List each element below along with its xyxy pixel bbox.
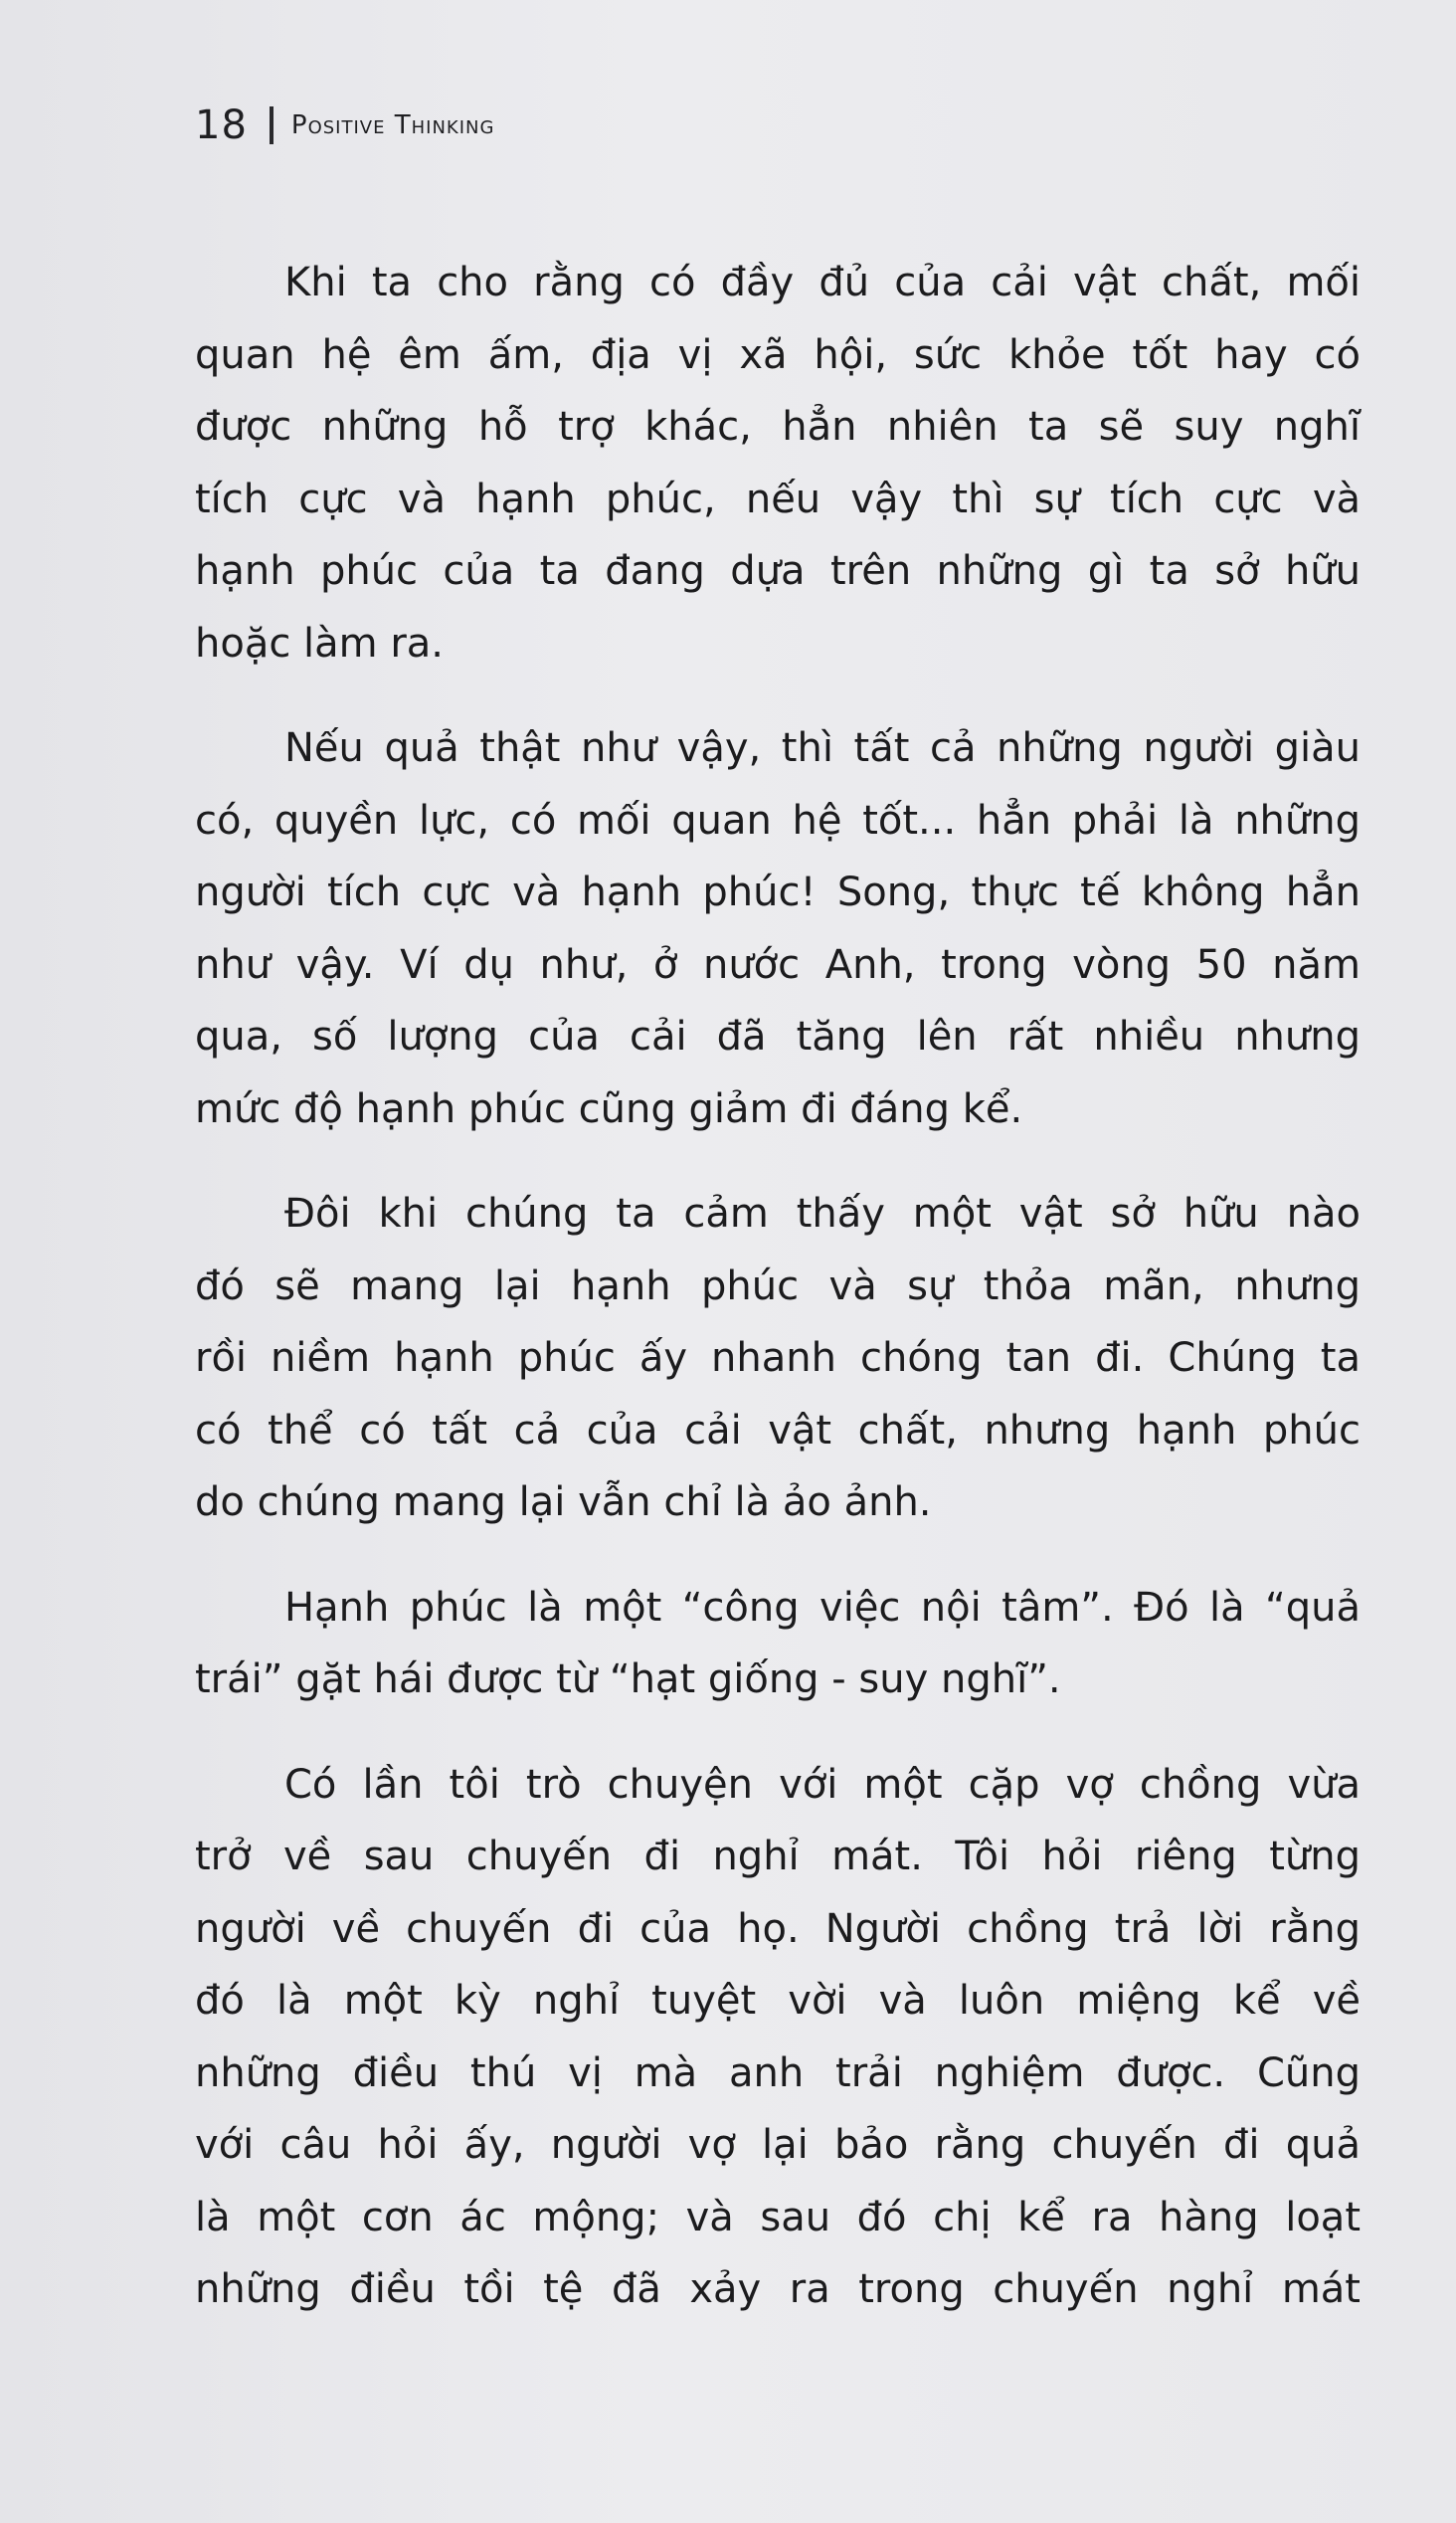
body-text [195,247,1361,2359]
text-line: Nếu quả thật như vậy, thì tất cả những người giàu [284,725,1361,771]
text-line: rồi niềm hạnh phúc ấy nhanh chóng tan đi. Chúng ta [195,1335,1361,1381]
text-line: đó sẽ mang lại hạnh phúc và sự thỏa mãn, nhưng [195,1262,1361,1309]
paragraph [195,1572,1361,1716]
text-line: hoặc làm ra. [195,620,445,667]
text-line: tích cực và hạnh phúc, nếu vậy thì sự tích cực và [195,476,1361,522]
running-title: Positive Thinking [290,110,495,140]
text-line: như vậy. Ví dụ như, ở nước Anh, trong vòng 50 năm [195,941,1361,988]
text-line: người tích cực và hạnh phúc! Song, thực tế không hẳn [195,870,1361,915]
text-line: trở về sau chuyến đi nghỉ mát. Tôi hỏi riêng từng [195,1834,1361,1879]
paragraph [195,712,1361,1145]
text-line: Khi ta cho rằng có đầy đủ của cải vật chất, mối [284,260,1361,305]
text-line: người về chuyến đi của họ. Người chồng trả lời rằng [195,1905,1361,1952]
text-line: quan hệ êm ấm, địa vị xã hội, sức khỏe tốt hay có [195,331,1361,378]
text-line: Đôi khi chúng ta cảm thấy một vật sở hữu nào [284,1191,1361,1237]
text-line: có, quyền lực, có mối quan hệ tốt... hẳn phải là những [195,797,1361,844]
text-line: hạnh phúc của ta đang dựa trên những gì ta sở hữu [195,548,1361,594]
paragraph [195,1178,1361,1539]
text-line: những điều thú vị mà anh trải nghiệm được. Cũng [195,2049,1361,2096]
text-line: trái” gặt hái được từ “hạt giống - suy nghĩ”. [195,1656,1061,1702]
running-header [195,96,494,155]
text-line: những điều tồi tệ đã xảy ra trong chuyến nghỉ mát [195,2266,1361,2312]
text-line: là một cơn ác mộng; và sau đó chị kể ra hàng loạt [195,2194,1361,2240]
paragraph [195,1749,1361,2326]
text-line: đó là một kỳ nghỉ tuyệt vời và luôn miệng kể về [195,1978,1361,2024]
header-divider [270,106,273,144]
page-number: 18 [195,102,248,148]
text-line: có thể có tất cả của cải vật chất, nhưng hạnh phúc [195,1407,1361,1454]
text-line: Có lần tôi trò chuyện với một cặp vợ chồng vừa [284,1761,1361,1808]
paragraph [195,247,1361,679]
text-line: Hạnh phúc là một “công việc nội tâm”. Đó là “quả [284,1584,1361,1631]
text-line: qua, số lượng của cải đã tăng lên rất nhiều nhưng [195,1014,1361,1060]
text-line: mức độ hạnh phúc cũng giảm đi đáng kể. [195,1085,1023,1132]
text-line: do chúng mang lại vẫn chỉ là ảo ảnh. [195,1479,932,1525]
text-line: được những hỗ trợ khác, hẳn nhiên ta sẽ suy nghĩ [195,404,1361,450]
text-line: với câu hỏi ấy, người vợ lại bảo rằng chuyến đi quả [195,2122,1361,2168]
